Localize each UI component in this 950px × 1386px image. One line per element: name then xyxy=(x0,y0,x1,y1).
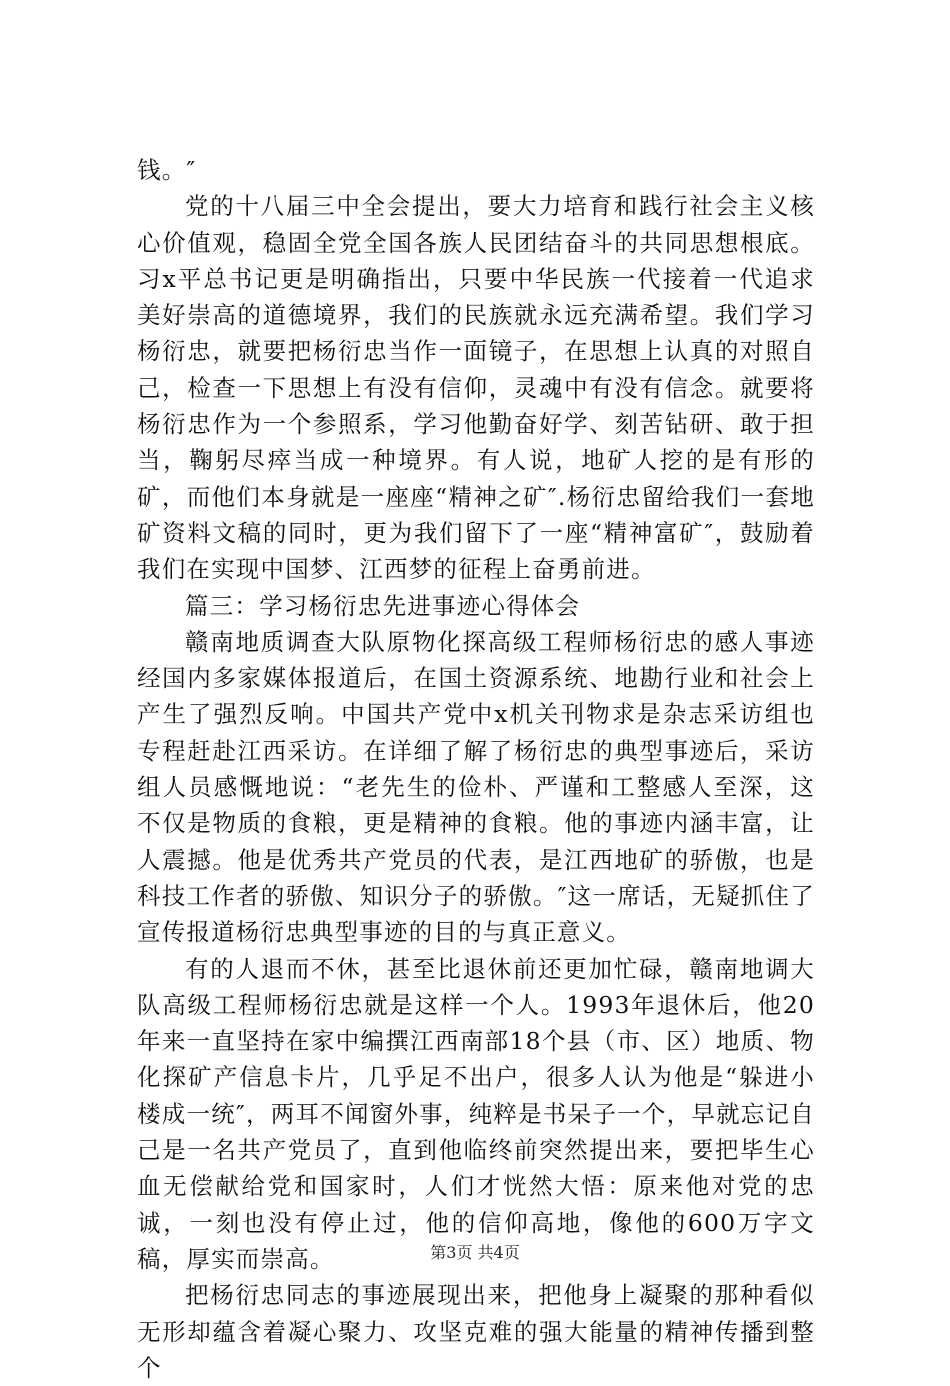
paragraph-core-values: 党的十八届三中全会提出，要大力培育和践行社会主义核心价值观，稳固全党全国各族人民团结奋斗的共同思想根底。习x平总书记更是明确指出，只要中华民族一代接着一代追求美好崇高的道德境界，我们的民族就永远充满希望。我们学习杨衍忠，就要把杨衍忠当作一面镜子，在思想上认真的对照自己，检查一下思想上有没有信仰，灵魂中有没有信念。就要将杨衍忠作为一个参照系，学习他勤奋好学、刻苦钻研、敢于担当，鞠躬尽瘁当成一种境界。有人说，地矿人挖的是有形的矿，而他们本身就是一座座“精神之矿″.杨衍忠留给我们一套地矿资料文稿的同时，更为我们留下了一座“精神富矿″，鼓励着我们在实现中国梦、江西梦的征程上奋勇前进。 xyxy=(137,192,815,584)
paragraph-spread-spirit: 把杨衍忠同志的事迹展现出来，把他身上凝聚的那种看似无形却蕴含着凝心聚力、攻坚克难的强大能量的精神传播到整个 xyxy=(137,1281,815,1382)
paragraph-media-reports: 赣南地质调查大队原物化探高级工程师杨衍忠的感人事迹经国内多家媒体报道后，在国土资源系统、地勘行业和社会上产生了强烈反响。中国共产党中x机关刊物求是杂志采访组也专程赶赴江西采访。在详细了解了杨衍忠的典型事迹后，采访组人员感慨地说：“老先生的俭朴、严谨和工整感人至深，这不仅是物质的食粮，更是精神的食粮。他的事迹内涵丰富，让人震撼。他是优秀共产党员的代表，是江西地矿的骄傲，也是科技工作者的骄傲、知识分子的骄傲。″这一席话，无疑抓住了宣传报道杨衍忠典型事迹的目的与真正意义。 xyxy=(137,627,815,947)
section-heading: 篇三：学习杨衍忠先进事迹心得体会 xyxy=(185,591,581,620)
document-body xyxy=(137,152,815,1386)
page-number-label: 第3页 共4页 xyxy=(430,1243,520,1262)
paragraph-continuation: 钱。″ xyxy=(137,156,197,184)
paragraph-retirement-work: 有的人退而不休，甚至比退休前还更加忙碌，赣南地调大队高级工程师杨衍忠就是这样一个人。1993年退休后，他20年来一直坚持在家中编撰江西南部18个县（市、区）地质、物化探矿产信息卡片，几乎足不出户，很多人认为他是“躲进小楼成一统″，两耳不闻窗外事，纯粹是书呆子一个，早就忘记自己是一名共产党员了，直到他临终前突然提出来，要把毕生心血无偿献给党和国家时，人们才恍然大悟：原来他对党的忠诚，一刻也没有停止过，他的信仰高地，像他的600万字文稿，厚实而崇高。 xyxy=(137,954,815,1273)
page-footer xyxy=(0,1240,950,1263)
